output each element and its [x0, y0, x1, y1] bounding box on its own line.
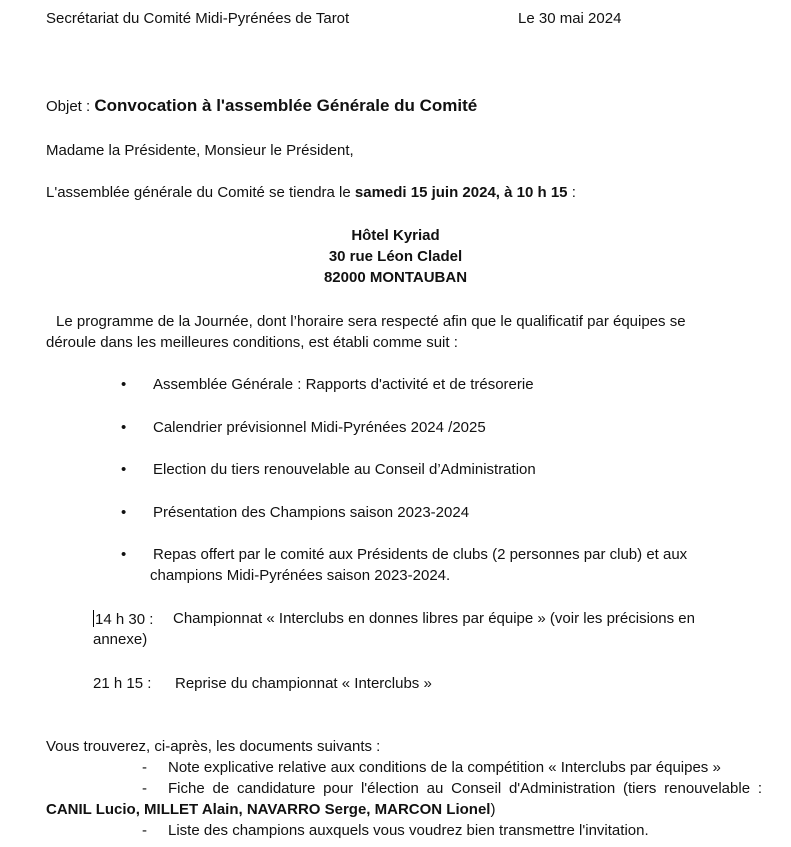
objet-label: Objet : [46, 98, 91, 115]
announcement [46, 184, 576, 201]
documents-intro: Vous trouverez, ci-après, les documents suivants : [46, 738, 381, 755]
programme-line-2: déroule dans les meilleures conditions, est établi comme suit : [46, 334, 458, 351]
text-cursor [93, 610, 94, 627]
announcement-suffix: : [571, 184, 576, 201]
venue-street: 30 rue Léon Cladel [328, 248, 463, 265]
announcement-text: L'assemblée générale du Comité se tiendra le [46, 184, 351, 201]
agenda-item: Assemblée Générale : Rapports d'activité et de trésorerie [153, 376, 534, 393]
candidates-close: ) [490, 801, 496, 818]
bullet-icon: • [121, 419, 127, 436]
schedule-time: 14 h 30 : [95, 611, 154, 628]
programme-line-1: Le programme de la Journée, dont l’horaire sera respecté afin que le qualificatif par équipes se [56, 313, 686, 330]
candidates-line [46, 801, 495, 818]
letter-date: Le 30 mai 2024 [518, 10, 622, 27]
dash-icon: - [142, 780, 147, 797]
bullet-icon: • [121, 376, 127, 393]
venue-name: Hôtel Kyriad [351, 227, 440, 244]
schedule-text: Championnat « Interclubs en donnes libres par équipe » (voir les précisions en [173, 610, 695, 627]
agenda-item: Calendrier prévisionnel Midi-Pyrénées 2024 /2025 [153, 419, 486, 436]
venue-city: 82000 MONTAUBAN [323, 269, 468, 286]
schedule-text: Reprise du championnat « Interclubs » [175, 675, 432, 692]
agenda-item: Election du tiers renouvelable au Conseil d’Administration [153, 461, 536, 478]
schedule-text-cont: annexe) [93, 631, 148, 648]
objet-line [46, 96, 477, 116]
agenda-item-last-line-2: champions Midi-Pyrénées saison 2023-2024. [150, 567, 451, 584]
salutation: Madame la Présidente, Monsieur le Président, [46, 142, 354, 159]
bullet-icon: • [121, 461, 127, 478]
dash-icon: - [142, 822, 147, 839]
agenda-item: Présentation des Champions saison 2023-2024 [153, 504, 470, 521]
candidates-names: CANIL Lucio, MILLET Alain, NAVARRO Serge, MARCON Lionel [46, 801, 491, 818]
objet-title: Convocation à l'assemblée Générale du Comité [94, 96, 478, 115]
document-item: Note explicative relative aux conditions de la compétition « Interclubs par équipes » [168, 759, 721, 776]
document-item: Liste des champions auxquels vous voudrez bien transmettre l'invitation. [168, 822, 649, 839]
agenda-item-last-line-1: Repas offert par le comité aux Présidents de clubs (2 personnes par club) et aux [153, 546, 688, 563]
document-item: Fiche de candidature pour l'élection au Conseil d'Administration (tiers renouvelable : [168, 780, 762, 797]
bullet-icon: • [121, 504, 127, 521]
schedule-time: 21 h 15 : [93, 675, 152, 692]
bullet-icon: • [121, 546, 127, 563]
dash-icon: - [142, 759, 147, 776]
sender-line: Secrétariat du Comité Midi-Pyrénées de Tarot [46, 10, 350, 27]
announcement-date: samedi 15 juin 2024, à 10 h 15 [354, 184, 568, 201]
